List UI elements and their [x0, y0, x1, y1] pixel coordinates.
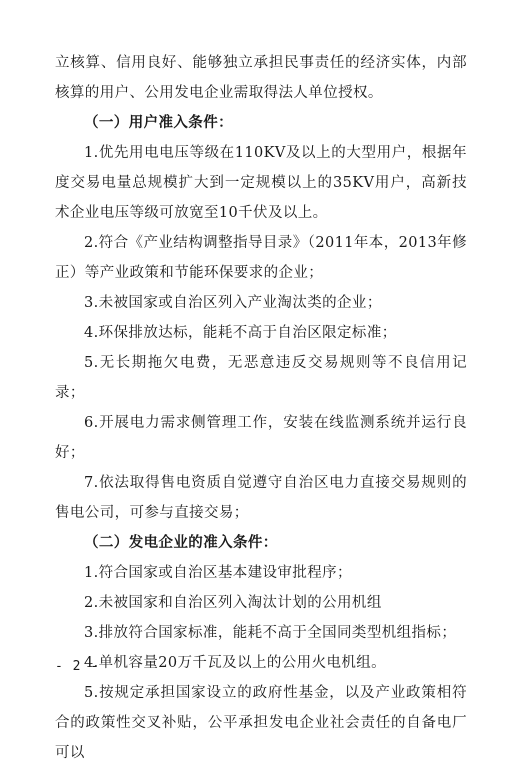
- user-criteria-item-3: 3.未被国家或自治区列入产业淘汰类的企业；: [84, 295, 382, 311]
- user-criteria-item-7: 7.依法取得售电资质自觉遵守自治区电力直接交易规则的售电公司，可参与直接交易；: [55, 475, 467, 521]
- section-heading-generator-criteria: （二）发电企业的准入条件：: [84, 534, 278, 551]
- generator-criteria-item-4: 4.单机容量20万千瓦及以上的公用火电机组。: [84, 655, 387, 671]
- generator-criteria-item-5: 5.按规定承担国家设立的政府性基金，以及产业政策相符合的政策性交叉补贴，公平承担发电企业社会责任的自备电厂可以: [55, 685, 467, 761]
- generator-criteria-item-2: 2.未被国家和自治区列入淘汰计划的公用机组: [84, 595, 382, 611]
- document-body: [55, 48, 467, 768]
- user-criteria-item-5: 5.无长期拖欠电费，无恶意违反交易规则等不良信用记录；: [55, 355, 467, 401]
- user-criteria-item-4: 4.环保排放达标，能耗不高于自治区限定标准；: [84, 325, 397, 341]
- user-criteria-item-1: 1.优先用电电压等级在110KV及以上的大型用户，根据年度交易电量总规模扩大到一定规模以上的35KV用户，高新技术企业电压等级可放宽至10千伏及以上。: [55, 145, 467, 221]
- user-criteria-item-2: 2.符合《产业结构调整指导目录》（2011年本，2013年修正）等产业政策和节能环保要求的企业；: [55, 235, 467, 281]
- user-criteria-item-6: 6.开展电力需求侧管理工作，安装在线监测系统并运行良好；: [55, 415, 467, 461]
- page-number: - 2 -: [55, 659, 100, 674]
- generator-criteria-item-1: 1.符合国家或自治区基本建设审批程序；: [84, 565, 352, 581]
- paragraph-continuation: 立核算、信用良好、能够独立承担民事责任的经济实体，内部核算的用户、公用发电企业需取得法人单位授权。: [55, 55, 467, 101]
- generator-criteria-item-3: 3.排放符合国家标准，能耗不高于全国同类型机组指标；: [84, 625, 457, 641]
- section-heading-user-criteria: （一）用户准入条件：: [84, 114, 233, 131]
